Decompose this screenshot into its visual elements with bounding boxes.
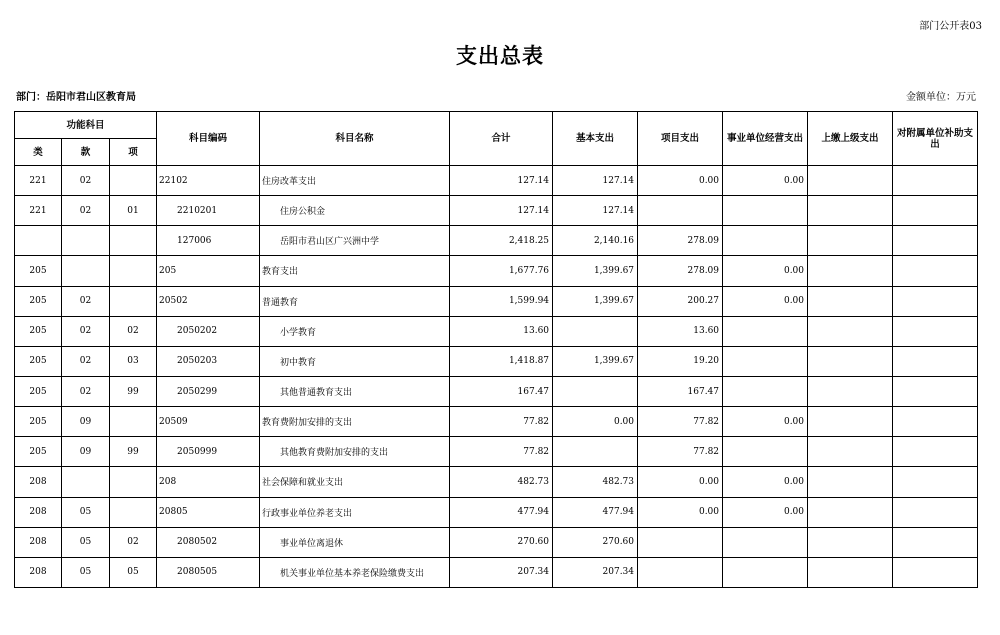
cell-code: 2080505 [157, 557, 260, 587]
header-xiang: 项 [110, 139, 157, 166]
cell-basic: 477.94 [553, 497, 638, 527]
cell-total: 207.34 [450, 557, 553, 587]
cell-kuan [62, 467, 110, 497]
cell-xiang: 05 [110, 557, 157, 587]
cell-business: 0.00 [723, 497, 808, 527]
cell-lei: 221 [15, 166, 62, 196]
table-body [15, 166, 978, 588]
header-func-subject: 功能科目 [15, 112, 157, 139]
cell-code: 20509 [157, 407, 260, 437]
cell-subsidy [893, 346, 978, 376]
page-title: 支出总表 [456, 44, 544, 68]
cell-name: 社会保障和就业支出 [260, 467, 450, 497]
header-upper: 上缴上级支出 [808, 112, 893, 166]
cell-project: 0.00 [638, 166, 723, 196]
cell-subsidy [893, 256, 978, 286]
cell-basic: 270.60 [553, 527, 638, 557]
cell-basic [553, 376, 638, 406]
form-number: 部门公开表03 [919, 21, 982, 32]
cell-business [723, 557, 808, 587]
table-row [15, 316, 978, 346]
cell-xiang [110, 467, 157, 497]
cell-name: 小学教育 [260, 316, 450, 346]
cell-basic [553, 316, 638, 346]
table-row [15, 407, 978, 437]
table-row [15, 497, 978, 527]
cell-upper [808, 226, 893, 256]
cell-total: 127.14 [450, 196, 553, 226]
cell-xiang: 99 [110, 376, 157, 406]
cell-basic: 127.14 [553, 166, 638, 196]
cell-basic: 1,399.67 [553, 286, 638, 316]
cell-subsidy [893, 196, 978, 226]
cell-lei: 221 [15, 196, 62, 226]
cell-lei: 208 [15, 527, 62, 557]
cell-upper [808, 346, 893, 376]
expenditure-table [14, 111, 978, 588]
cell-name: 教育支出 [260, 256, 450, 286]
cell-project: 77.82 [638, 407, 723, 437]
cell-lei: 205 [15, 376, 62, 406]
cell-basic: 482.73 [553, 467, 638, 497]
table-row [15, 196, 978, 226]
cell-xiang [110, 497, 157, 527]
cell-kuan: 05 [62, 497, 110, 527]
cell-basic: 1,399.67 [553, 346, 638, 376]
cell-subsidy [893, 166, 978, 196]
cell-upper [808, 256, 893, 286]
cell-project: 0.00 [638, 497, 723, 527]
cell-code: 2210201 [157, 196, 260, 226]
cell-project [638, 527, 723, 557]
cell-total: 77.82 [450, 437, 553, 467]
cell-project: 19.20 [638, 346, 723, 376]
cell-code: 2050202 [157, 316, 260, 346]
cell-code: 22102 [157, 166, 260, 196]
table-row [15, 527, 978, 557]
cell-xiang [110, 286, 157, 316]
cell-subsidy [893, 316, 978, 346]
cell-total: 13.60 [450, 316, 553, 346]
cell-project: 278.09 [638, 226, 723, 256]
cell-basic: 207.34 [553, 557, 638, 587]
cell-business [723, 527, 808, 557]
cell-code: 127006 [157, 226, 260, 256]
cell-name: 岳阳市君山区广兴洲中学 [260, 226, 450, 256]
cell-xiang [110, 407, 157, 437]
header-name: 科目名称 [260, 112, 450, 166]
cell-project: 278.09 [638, 256, 723, 286]
cell-total: 1,677.76 [450, 256, 553, 286]
header-lei: 类 [15, 139, 62, 166]
cell-lei: 205 [15, 437, 62, 467]
cell-upper [808, 437, 893, 467]
cell-total: 477.94 [450, 497, 553, 527]
table-row [15, 286, 978, 316]
table-row [15, 376, 978, 406]
cell-business: 0.00 [723, 407, 808, 437]
cell-basic: 2,140.16 [553, 226, 638, 256]
cell-project: 77.82 [638, 437, 723, 467]
cell-code: 2050203 [157, 346, 260, 376]
cell-business [723, 437, 808, 467]
table-header-row [15, 112, 978, 139]
table-row [15, 226, 978, 256]
cell-upper [808, 497, 893, 527]
cell-lei: 205 [15, 346, 62, 376]
cell-name: 事业单位离退休 [260, 527, 450, 557]
cell-kuan: 02 [62, 196, 110, 226]
cell-total: 127.14 [450, 166, 553, 196]
cell-name: 普通教育 [260, 286, 450, 316]
cell-upper [808, 196, 893, 226]
header-basic: 基本支出 [553, 112, 638, 166]
cell-business [723, 346, 808, 376]
cell-upper [808, 376, 893, 406]
cell-subsidy [893, 437, 978, 467]
table-row [15, 346, 978, 376]
cell-upper [808, 467, 893, 497]
cell-xiang: 02 [110, 316, 157, 346]
cell-business [723, 226, 808, 256]
table-row [15, 437, 978, 467]
cell-business: 0.00 [723, 467, 808, 497]
cell-name: 其他教育费附加安排的支出 [260, 437, 450, 467]
cell-xiang: 02 [110, 527, 157, 557]
cell-basic: 127.14 [553, 196, 638, 226]
cell-xiang [110, 256, 157, 286]
cell-name: 教育费附加安排的支出 [260, 407, 450, 437]
cell-kuan: 05 [62, 557, 110, 587]
header-business: 事业单位经营支出 [723, 112, 808, 166]
cell-kuan [62, 256, 110, 286]
cell-xiang: 01 [110, 196, 157, 226]
cell-upper [808, 286, 893, 316]
department-label: 部门：岳阳市君山区教育局 [16, 92, 136, 103]
amount-unit-label: 金额单位：万元 [906, 92, 976, 103]
cell-upper [808, 407, 893, 437]
table-row [15, 557, 978, 587]
header-project: 项目支出 [638, 112, 723, 166]
cell-kuan: 02 [62, 286, 110, 316]
cell-kuan: 09 [62, 437, 110, 467]
cell-code: 205 [157, 256, 260, 286]
cell-upper [808, 527, 893, 557]
cell-lei: 208 [15, 467, 62, 497]
cell-business: 0.00 [723, 256, 808, 286]
cell-subsidy [893, 527, 978, 557]
cell-business [723, 316, 808, 346]
cell-xiang: 03 [110, 346, 157, 376]
cell-lei: 205 [15, 407, 62, 437]
cell-business [723, 376, 808, 406]
cell-lei [15, 226, 62, 256]
cell-business: 0.00 [723, 166, 808, 196]
header-code: 科目编码 [157, 112, 260, 166]
cell-kuan: 02 [62, 376, 110, 406]
cell-code: 20502 [157, 286, 260, 316]
table-row [15, 166, 978, 196]
header-subsidy: 对附属单位补助支出 [893, 112, 978, 166]
cell-upper [808, 316, 893, 346]
cell-code: 20805 [157, 497, 260, 527]
cell-kuan: 05 [62, 527, 110, 557]
cell-project: 200.27 [638, 286, 723, 316]
cell-subsidy [893, 557, 978, 587]
cell-code: 2080502 [157, 527, 260, 557]
cell-kuan: 09 [62, 407, 110, 437]
cell-project: 167.47 [638, 376, 723, 406]
cell-lei: 208 [15, 497, 62, 527]
cell-total: 167.47 [450, 376, 553, 406]
cell-name: 初中教育 [260, 346, 450, 376]
header-kuan: 款 [62, 139, 110, 166]
cell-xiang: 99 [110, 437, 157, 467]
cell-upper [808, 166, 893, 196]
cell-total: 1,599.94 [450, 286, 553, 316]
cell-name: 住房改革支出 [260, 166, 450, 196]
header-total: 合计 [450, 112, 553, 166]
cell-code: 2050999 [157, 437, 260, 467]
cell-kuan: 02 [62, 316, 110, 346]
cell-kuan: 02 [62, 166, 110, 196]
cell-name: 住房公积金 [260, 196, 450, 226]
table-row [15, 467, 978, 497]
cell-total: 1,418.87 [450, 346, 553, 376]
cell-kuan: 02 [62, 346, 110, 376]
cell-business: 0.00 [723, 286, 808, 316]
cell-upper [808, 557, 893, 587]
cell-lei: 205 [15, 256, 62, 286]
table-row [15, 256, 978, 286]
cell-name: 机关事业单位基本养老保险缴费支出 [260, 557, 450, 587]
cell-project: 0.00 [638, 467, 723, 497]
cell-xiang [110, 166, 157, 196]
cell-kuan [62, 226, 110, 256]
cell-subsidy [893, 467, 978, 497]
cell-subsidy [893, 497, 978, 527]
cell-total: 482.73 [450, 467, 553, 497]
cell-project: 13.60 [638, 316, 723, 346]
cell-project [638, 557, 723, 587]
cell-lei: 205 [15, 286, 62, 316]
cell-name: 其他普通教育支出 [260, 376, 450, 406]
cell-lei: 205 [15, 316, 62, 346]
cell-basic: 0.00 [553, 407, 638, 437]
cell-subsidy [893, 226, 978, 256]
cell-total: 270.60 [450, 527, 553, 557]
cell-subsidy [893, 376, 978, 406]
cell-lei: 208 [15, 557, 62, 587]
cell-basic: 1,399.67 [553, 256, 638, 286]
cell-code: 2050299 [157, 376, 260, 406]
cell-name: 行政事业单位养老支出 [260, 497, 450, 527]
cell-total: 77.82 [450, 407, 553, 437]
cell-subsidy [893, 286, 978, 316]
cell-total: 2,418.25 [450, 226, 553, 256]
cell-code: 208 [157, 467, 260, 497]
cell-subsidy [893, 407, 978, 437]
cell-business [723, 196, 808, 226]
cell-project [638, 196, 723, 226]
cell-basic [553, 437, 638, 467]
cell-xiang [110, 226, 157, 256]
